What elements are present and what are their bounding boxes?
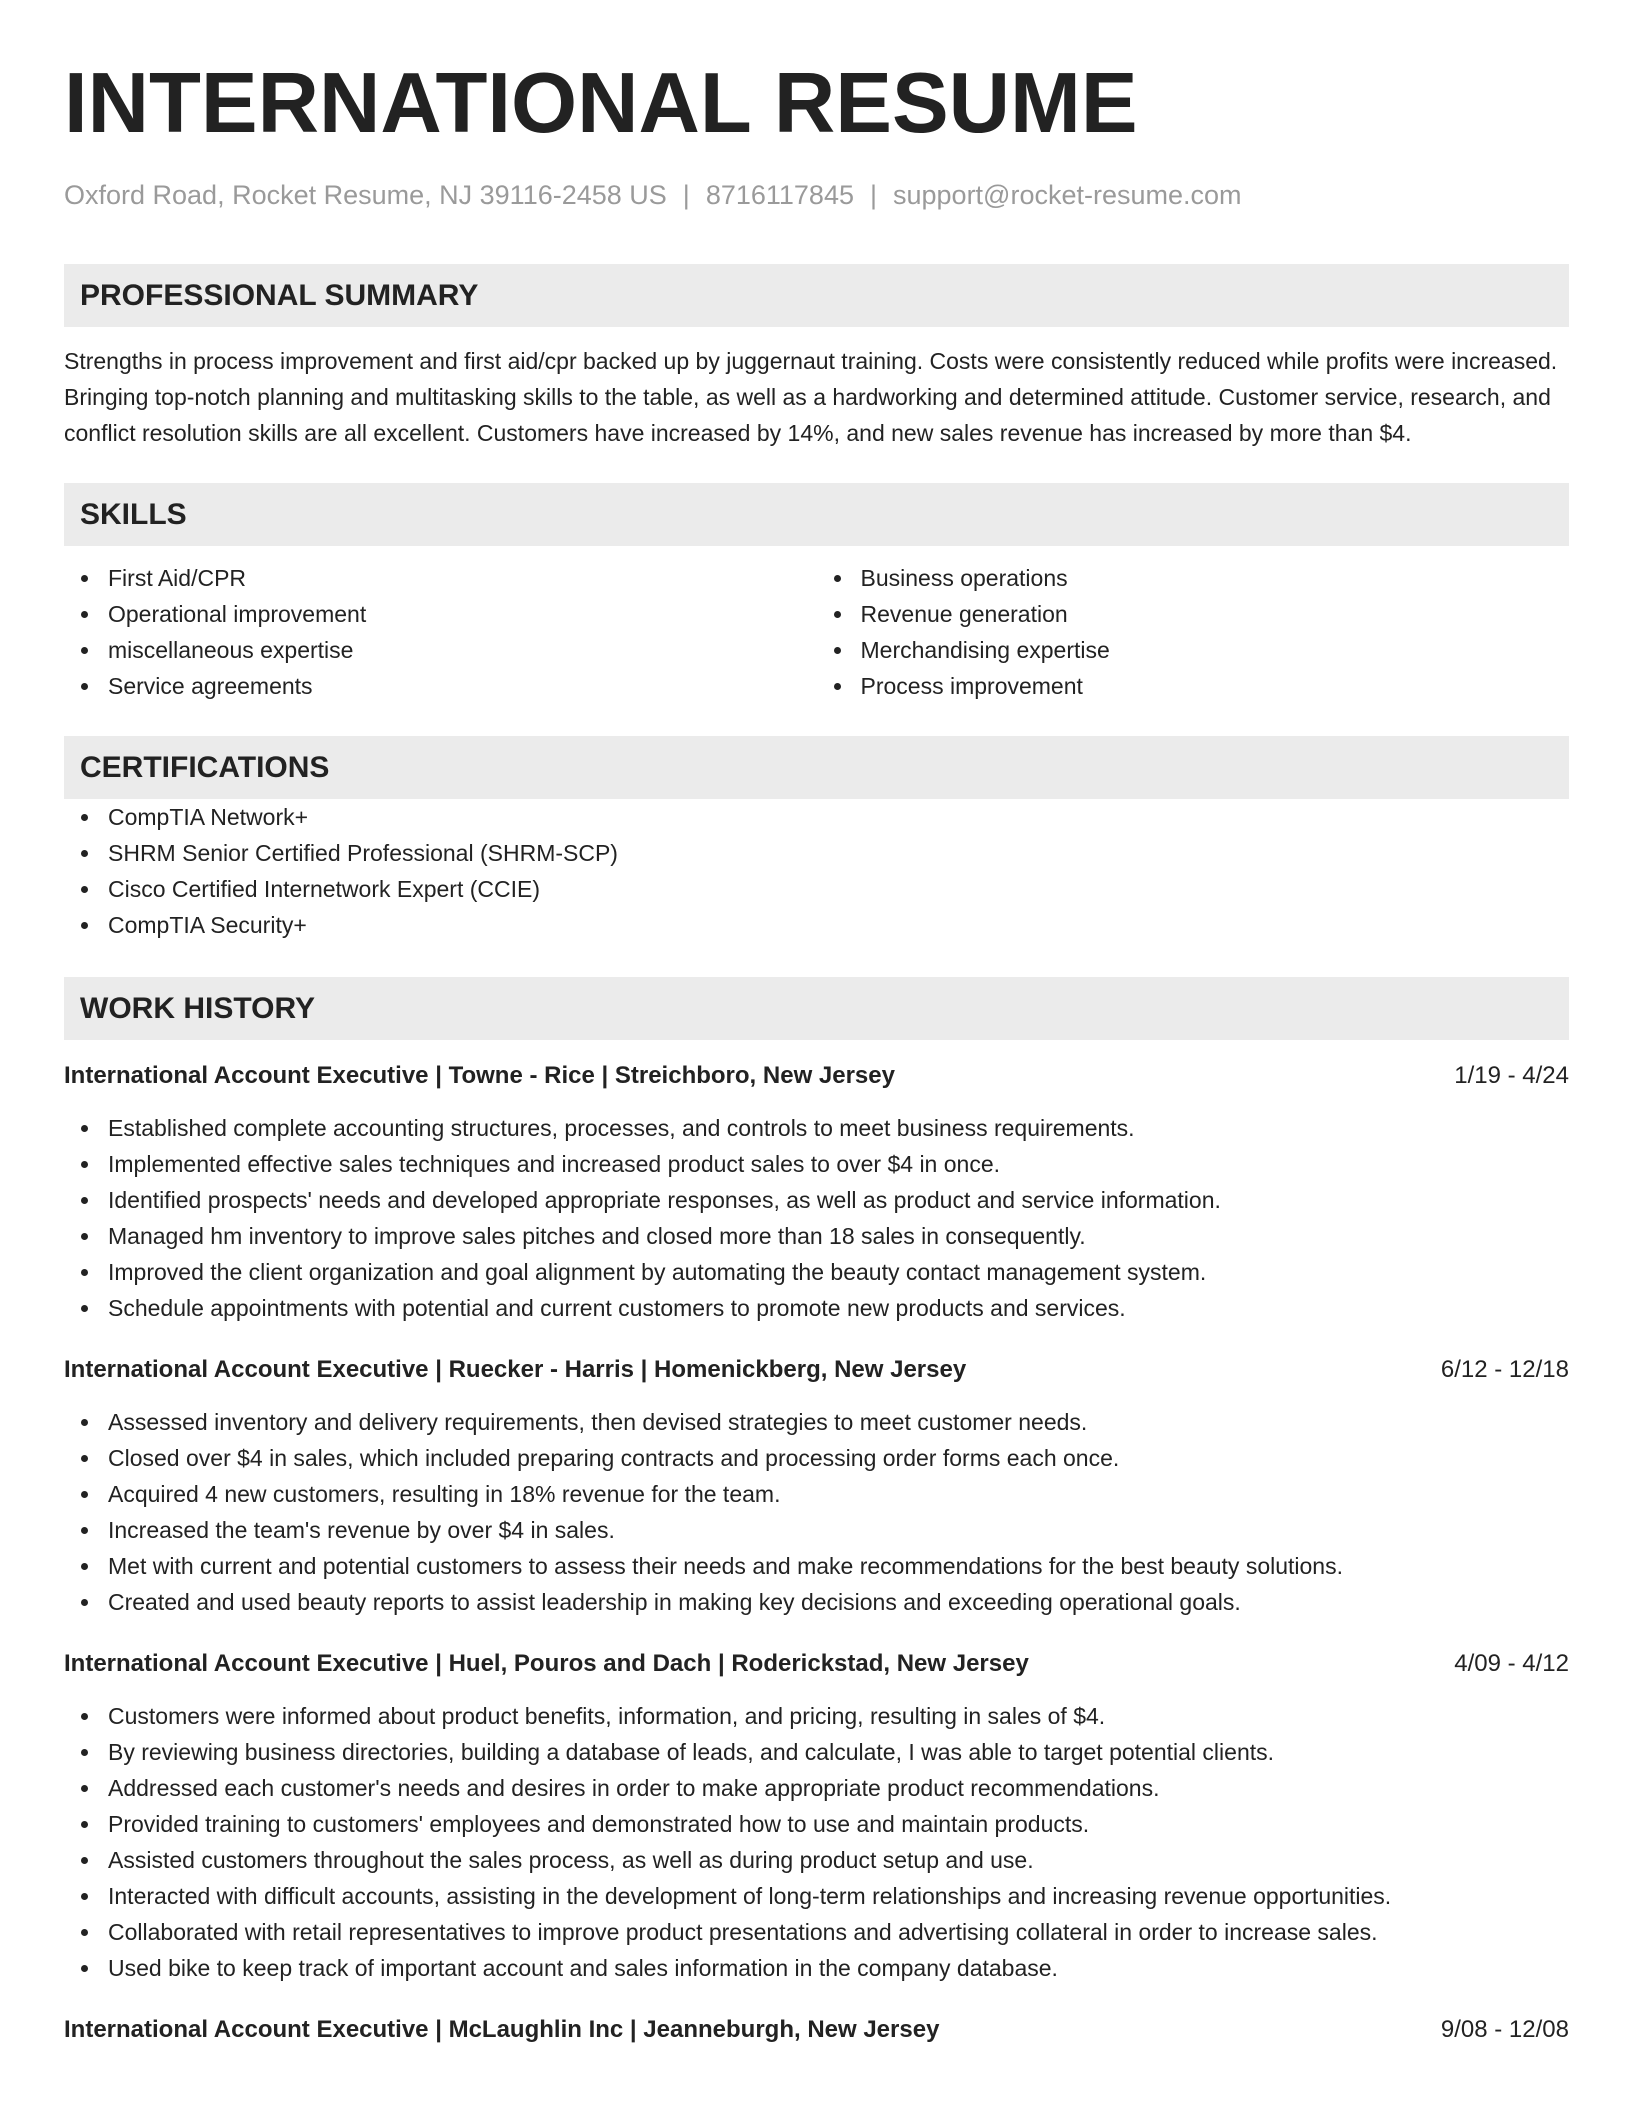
skills-list-left bbox=[64, 560, 817, 704]
work-history-heading: WORK HISTORY bbox=[64, 977, 1569, 1040]
skill-item: Merchandising expertise bbox=[817, 632, 1570, 668]
summary-section bbox=[64, 264, 1569, 451]
summary-heading: PROFESSIONAL SUMMARY bbox=[64, 264, 1569, 327]
job-bullet: Created and used beauty reports to assist leadership in making key decisions and exceeding operational goals. bbox=[64, 1584, 1569, 1620]
job-entry bbox=[64, 1352, 1569, 1620]
certifications-list bbox=[64, 799, 1569, 943]
job-dates: 1/19 - 4/24 bbox=[1454, 1062, 1569, 1089]
job-bullet: Interacted with difficult accounts, assisting in the development of long-term relationships and increasing revenue opportunities. bbox=[64, 1878, 1569, 1914]
skills-section bbox=[64, 483, 1569, 704]
certifications-heading: CERTIFICATIONS bbox=[64, 736, 1569, 799]
skill-item: First Aid/CPR bbox=[64, 560, 817, 596]
job-bullet: Improved the client organization and goal alignment by automating the beauty contact management system. bbox=[64, 1254, 1569, 1290]
skill-item: Business operations bbox=[817, 560, 1570, 596]
job-title: International Account Executive | McLaughlin Inc | Jeanneburgh, New Jersey bbox=[64, 2016, 940, 2043]
skill-item: miscellaneous expertise bbox=[64, 632, 817, 668]
certification-item: CompTIA Network+ bbox=[64, 799, 1569, 835]
skills-heading: SKILLS bbox=[64, 483, 1569, 546]
contact-phone: 8716117845 bbox=[705, 180, 854, 210]
job-bullet: Implemented effective sales techniques and increased product sales to over $4 in once. bbox=[64, 1146, 1569, 1182]
job-bullet: Customers were informed about product benefits, information, and pricing, resulting in sales of $4. bbox=[64, 1698, 1569, 1734]
skills-column-left bbox=[64, 560, 817, 704]
contact-separator: | bbox=[682, 180, 690, 210]
work-history-section bbox=[64, 977, 1569, 2048]
certification-item: Cisco Certified Internetwork Expert (CCIE) bbox=[64, 871, 1569, 907]
job-bullet: Met with current and potential customers to assess their needs and make recommendations for the best beauty solutions. bbox=[64, 1548, 1569, 1584]
job-bullet: Used bike to keep track of important account and sales information in the company database. bbox=[64, 1950, 1569, 1986]
skills-list-right bbox=[817, 560, 1570, 704]
skill-item: Service agreements bbox=[64, 668, 817, 704]
job-entry bbox=[64, 1058, 1569, 1326]
job-bullets bbox=[64, 1698, 1569, 1986]
job-entry bbox=[64, 2012, 1569, 2048]
job-header bbox=[64, 1058, 1569, 1094]
contact-email: support@rocket-resume.com bbox=[893, 180, 1242, 210]
certification-item: SHRM Senior Certified Professional (SHRM-SCP) bbox=[64, 835, 1569, 871]
job-dates: 6/12 - 12/18 bbox=[1440, 1356, 1569, 1383]
job-title: International Account Executive | Ruecker - Harris | Homenickberg, New Jersey bbox=[64, 1356, 967, 1383]
job-title: International Account Executive | Towne - Rice | Streichboro, New Jersey bbox=[64, 1062, 895, 1089]
job-bullet: By reviewing business directories, building a database of leads, and calculate, I was able to target potential clients. bbox=[64, 1734, 1569, 1770]
contact-address: Oxford Road, Rocket Resume, NJ 39116-2458 US bbox=[64, 180, 667, 210]
contact-separator: | bbox=[869, 180, 877, 210]
job-header bbox=[64, 1352, 1569, 1388]
summary-text: Strengths in process improvement and first aid/cpr backed up by juggernaut training. Costs were consistently reduced while profits were increased. Bringing top-notch planning and multitasking skills to the table, as well as a hardworking and determined attitude. Customer service, research, and conflict resolution skills are all excellent. Customers have increased by 14%, and new sales revenue has increased by more than $4. bbox=[64, 348, 1558, 446]
contact-line bbox=[64, 178, 1569, 212]
job-bullet: Addressed each customer's needs and desires in order to make appropriate product recommendations. bbox=[64, 1770, 1569, 1806]
job-bullet: Schedule appointments with potential and current customers to promote new products and services. bbox=[64, 1290, 1569, 1326]
job-dates: 9/08 - 12/08 bbox=[1440, 2016, 1569, 2043]
job-dates: 4/09 - 4/12 bbox=[1454, 1650, 1569, 1677]
job-title: International Account Executive | Huel, Pouros and Dach | Roderickstad, New Jersey bbox=[64, 1650, 1029, 1677]
job-header bbox=[64, 1646, 1569, 1682]
job-bullet: Increased the team's revenue by over $4 in sales. bbox=[64, 1512, 1569, 1548]
job-bullet: Established complete accounting structures, processes, and controls to meet business requirements. bbox=[64, 1110, 1569, 1146]
skills-grid bbox=[64, 560, 1569, 704]
skills-column-right bbox=[817, 560, 1570, 704]
job-entry bbox=[64, 1646, 1569, 1986]
job-bullet: Managed hm inventory to improve sales pitches and closed more than 18 sales in consequently. bbox=[64, 1218, 1569, 1254]
certification-item: CompTIA Security+ bbox=[64, 907, 1569, 943]
skill-item: Revenue generation bbox=[817, 596, 1570, 632]
job-bullet: Provided training to customers' employees and demonstrated how to use and maintain products. bbox=[64, 1806, 1569, 1842]
job-bullets bbox=[64, 1110, 1569, 1326]
job-header bbox=[64, 2012, 1569, 2048]
skill-item: Process improvement bbox=[817, 668, 1570, 704]
resume-name: INTERNATIONAL RESUME bbox=[64, 56, 1138, 151]
job-bullet: Closed over $4 in sales, which included preparing contracts and processing order forms each once. bbox=[64, 1440, 1569, 1476]
job-bullet: Acquired 4 new customers, resulting in 18% revenue for the team. bbox=[64, 1476, 1569, 1512]
skill-item: Operational improvement bbox=[64, 596, 817, 632]
job-bullet: Collaborated with retail representatives to improve product presentations and advertising collateral in order to increase sales. bbox=[64, 1914, 1569, 1950]
job-bullet: Identified prospects' needs and developed appropriate responses, as well as product and service information. bbox=[64, 1182, 1569, 1218]
certifications-section bbox=[64, 736, 1569, 943]
job-bullet: Assessed inventory and delivery requirements, then devised strategies to meet customer needs. bbox=[64, 1404, 1569, 1440]
job-bullet: Assisted customers throughout the sales process, as well as during product setup and use. bbox=[64, 1842, 1569, 1878]
job-bullets bbox=[64, 1404, 1569, 1620]
resume-page bbox=[64, 58, 1569, 2048]
